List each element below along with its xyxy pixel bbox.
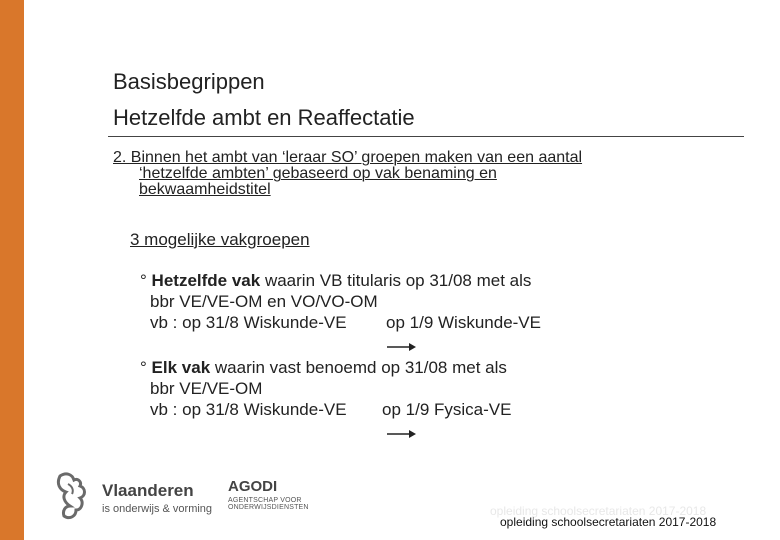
- group-item-2: [140, 357, 511, 420]
- item-1-text: waarin VB titularis op 31/08 met als: [260, 271, 532, 290]
- point-2-line-3: bekwaamheidstitel: [139, 181, 271, 198]
- point-2: [113, 150, 582, 198]
- item-1-example-right: op 1/9 Wiskunde-VE: [386, 313, 541, 332]
- item-2-example-left: vb : op 31/8 Wiskunde-VE: [150, 400, 347, 419]
- footer-text: opleiding schoolsecretariaten 2017-2018: [500, 515, 717, 529]
- agodi-logo: [228, 478, 309, 511]
- item-1-line-2: bbr VE/VE-OM en VO/VO-OM: [150, 292, 378, 311]
- title-divider: [108, 136, 744, 137]
- agodi-subtitle-2: ONDERWIJSDIENSTEN: [228, 504, 309, 511]
- item-2-text: waarin vast benoemd op 31/08 met als: [210, 358, 507, 377]
- point-2-line-2: ‘hetzelfde ambten’ gebaseerd op vak benaming en: [139, 165, 497, 182]
- arrow-right-icon: [387, 429, 417, 439]
- item-2-bold: Elk vak: [151, 358, 211, 377]
- item-1-bold: Hetzelfde vak: [151, 271, 261, 290]
- item-2-line-2: bbr VE/VE-OM: [150, 379, 263, 398]
- side-accent-bar: [0, 0, 24, 540]
- arrow-right-icon: [387, 342, 417, 352]
- slide-title: [113, 64, 415, 136]
- point-2-line-1: 2. Binnen het ambt van ‘leraar SO’ groepen maken van een aantal: [113, 149, 583, 166]
- bullet: °: [140, 271, 147, 290]
- vlaanderen-tagline: is onderwijs & vorming: [102, 503, 213, 515]
- item-2-example-right: op 1/9 Fysica-VE: [382, 400, 512, 419]
- title-line-1: Basisbegrippen: [113, 69, 265, 94]
- lion-icon: [52, 470, 96, 522]
- item-1-example-left: vb : op 31/8 Wiskunde-VE: [150, 313, 347, 332]
- agodi-subtitle-1: AGENTSCHAP VOOR: [228, 497, 302, 504]
- footer-shadow-text: opleiding schoolsecretariaten 2017-2018: [490, 504, 707, 518]
- bullet: °: [140, 358, 147, 377]
- agodi-name: AGODI: [228, 478, 278, 495]
- vlaanderen-name: Vlaanderen: [102, 481, 194, 500]
- title-line-2: Hetzelfde ambt en Reaffectatie: [113, 105, 415, 130]
- group-item-1: [140, 270, 541, 333]
- groups-heading: 3 mogelijke vakgroepen: [130, 230, 310, 249]
